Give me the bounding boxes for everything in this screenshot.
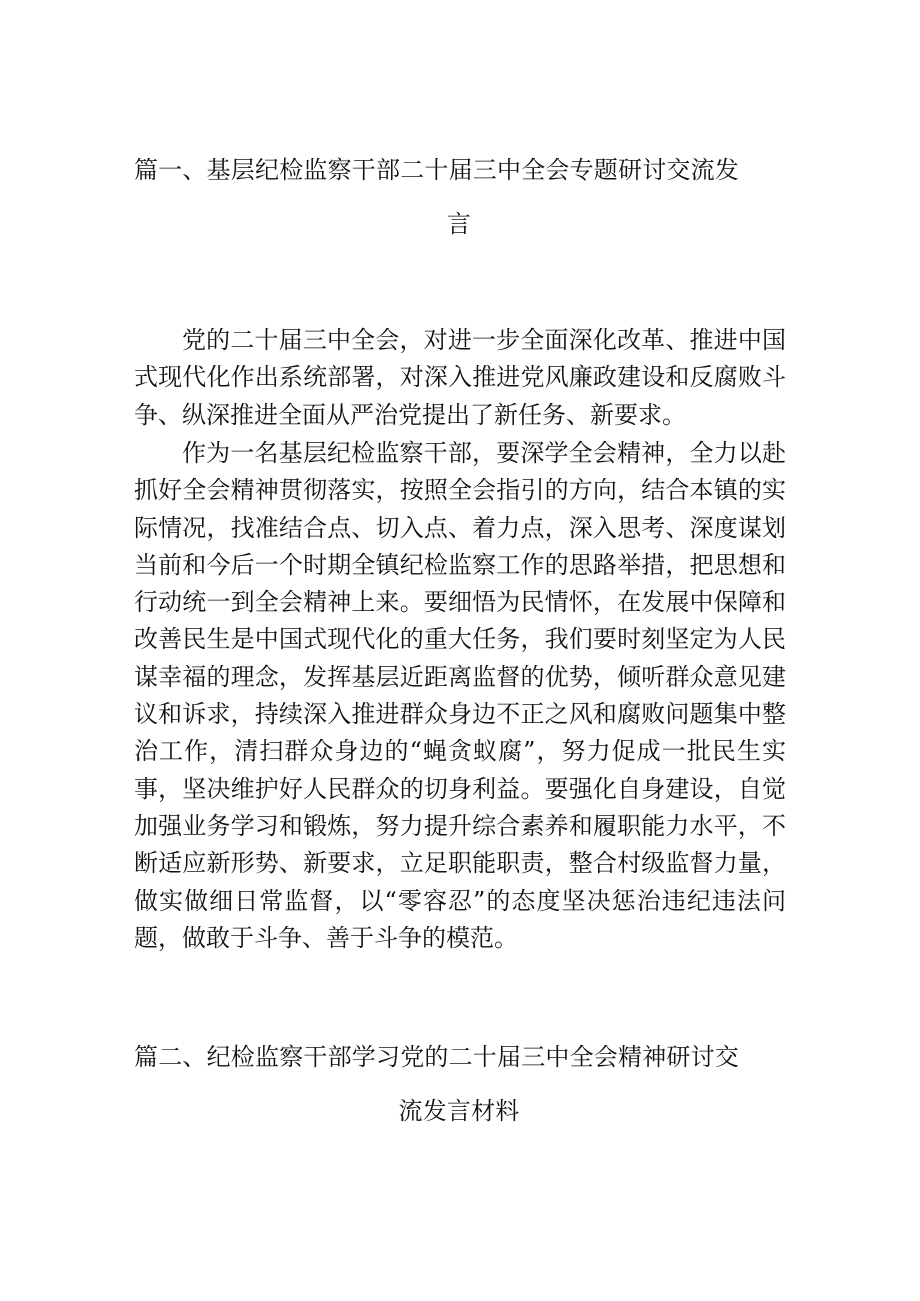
section-1-title-line-2: 言 <box>446 210 472 238</box>
section-2-heading <box>134 1033 794 1135</box>
section-2-title-line-1: 篇二、纪检监察干部学习党的二十届三中全会精神研讨交 <box>134 1043 739 1071</box>
section-1-paragraph-2: 作为一名基层纪检监察干部，要深学全会精神，全力以赴抓好全会精神贯彻落实，按照全会指引的方向，结合本镇的实际情况，找准结合点、切入点、着力点，深入思考、深度谋划当前和今后一个时期全镇纪检监察工作的思路举措，把思想和行动统一到全会精神上来。要细悟为民情怀，在发展中保障和改善民生是中国式现代化的重大任务，我们要时刻坚定为人民谋幸福的理念，发挥基层近距离监督的优势，倾听群众意见建议和诉求，持续深入推进群众身边不正之风和腐败问题集中整治工作，清扫群众身边的“蝇贪蚁腐”，努力促成一批民生实事，坚决维护好人民群众的切身利益。要强化自身建设，自觉加强业务学习和锻炼，努力提升综合素养和履职能力水平，不断适应新形势、新要求，立足职能职责，整合村级监督力量，做实做细日常监督，以“零容忍”的态度坚决惩治违纪违法问题，做敢于斗争、善于斗争的模范。 <box>134 439 786 952</box>
section-1-title-line-1: 篇一、基层纪检监察干部二十届三中全会专题研讨交流发 <box>134 156 739 184</box>
section-1-paragraph-1: 党的二十届三中全会，对进一步全面深化改革、推进中国式现代化作出系统部署，对深入推进党风廉政建设和反腐败斗争、纵深推进全面从严治党提出了新任务、新要求。 <box>134 326 786 429</box>
section-2-title-line-2: 流发言材料 <box>398 1097 520 1125</box>
section-1-heading <box>134 146 794 248</box>
